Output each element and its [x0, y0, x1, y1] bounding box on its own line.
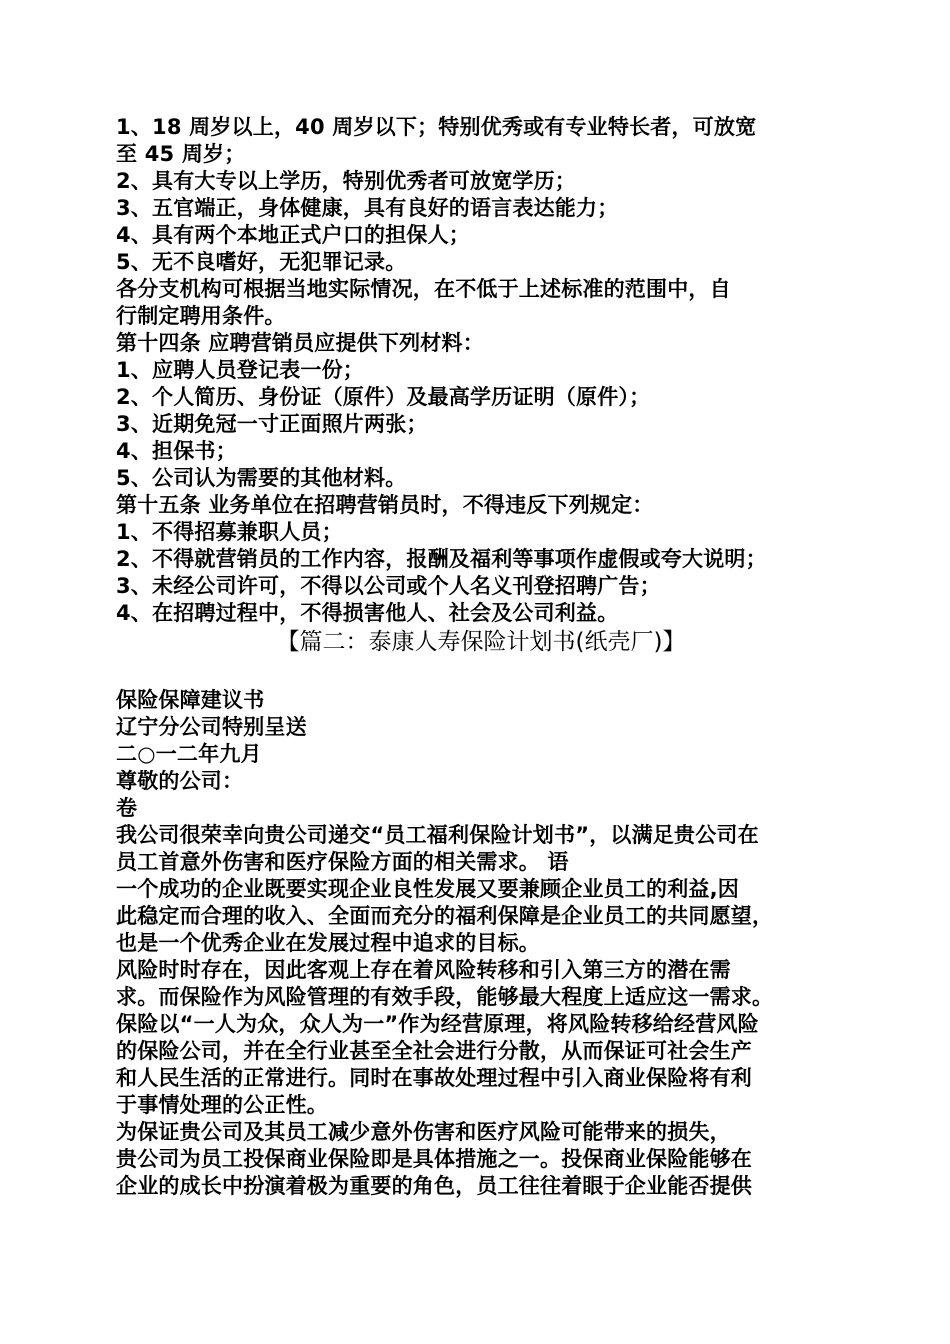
text-line: 2、不得就营销员的工作内容，报酬及福利等事项作虚假或夸大说明； — [116, 547, 767, 571]
text-line: 我公司很荣幸向贵公司递交“员工福利保险计划书”，以满足贵公司在 — [116, 823, 759, 847]
text-line: 各分支机构可根据当地实际情况，在不低于上述标准的范围中，自 — [116, 277, 731, 301]
doc-date: 二○一二年九月 — [116, 742, 262, 766]
text-line: 4、担保书； — [116, 439, 237, 463]
text-line: 和人民生活的正常进行。同时在事故处理过程中引入商业保险将有利 — [116, 1066, 752, 1090]
text-line: 至 45 周岁； — [116, 142, 246, 166]
text-line: 卷 — [116, 796, 138, 820]
text-line: 3、未经公司许可，不得以公司或个人名义刊登招聘广告； — [116, 574, 661, 598]
document-body — [116, 114, 846, 1200]
text-line: 1、不得招募兼职人员； — [116, 520, 343, 544]
article-heading: 第十五条 业务单位在招聘营销员时，不得违反下列规定： — [116, 493, 654, 517]
text-line: 3、近期免冠一寸正面照片两张； — [116, 412, 428, 436]
text-line: 贵公司为员工投保商业保险即是具体措施之一。投保商业保险能够在 — [116, 1147, 752, 1171]
text-line: 2、个人简历、身份证（原件）及最高学历证明（原件）； — [116, 385, 651, 409]
salutation: 尊敬的公司： — [116, 769, 244, 793]
doc-subtitle: 辽宁分公司特别呈送 — [116, 715, 307, 739]
text-line: 企业的成长中扮演着极为重要的角色，员工往往着眼于企业能否提供 — [116, 1174, 752, 1198]
text-line: 风险时时存在，因此客观上存在着风险转移和引入第三方的潜在需 — [116, 958, 731, 982]
text-line: 为保证贵公司及其员工减少意外伤害和医疗风险可能带来的损失， — [116, 1120, 731, 1144]
text-line: 5、无不良嗜好，无犯罪记录。 — [116, 250, 407, 274]
section-heading: 【篇二：泰康人寿保险计划书(纸壳厂)】 — [276, 629, 686, 655]
text-line: 于事情处理的公正性。 — [116, 1093, 328, 1117]
text-line: 行制定聘用条件。 — [116, 304, 286, 328]
text-line: 员工首意外伤害和医疗保险方面的相关需求。 语 — [116, 850, 569, 874]
text-line: 5、公司认为需要的其他材料。 — [116, 466, 407, 490]
text-line: 3、五官端正，身体健康，具有良好的语言表达能力； — [116, 196, 619, 220]
text-line: 1、应聘人员登记表一份； — [116, 358, 365, 382]
section-one — [116, 114, 846, 627]
section-two — [116, 687, 846, 1200]
text-line: 1、18 周岁以上，40 周岁以下；特别优秀或有专业特长者，可放宽 — [116, 115, 757, 139]
text-line: 此稳定而合理的收入、全面而充分的福利保障是企业员工的共同愿望， — [116, 904, 774, 928]
text-line: 的保险公司，并在全行业甚至全社会进行分散，从而保证可社会生产 — [116, 1039, 752, 1063]
text-line: 一个成功的企业既要实现企业良性发展又要兼顾企业员工的利益,因 — [116, 877, 739, 901]
text-line: 保险以“一人为众，众人为一”作为经营原理，将风险转移给经营风险 — [116, 1012, 759, 1036]
text-line: 求。而保险作为风险管理的有效手段，能够最大程度上适应这一需求。 — [116, 985, 774, 1009]
text-line: 4、具有两个本地正式户口的担保人； — [116, 223, 471, 247]
text-line: 4、在招聘过程中，不得损害他人、社会及公司利益。 — [116, 601, 619, 625]
doc-title: 保险保障建议书 — [116, 688, 265, 712]
text-line: 2、具有大专以上学历，特别优秀者可放宽学历； — [116, 169, 577, 193]
text-line: 也是一个优秀企业在发展过程中追求的目标。 — [116, 931, 540, 955]
article-heading: 第十四条 应聘营销员应提供下列材料： — [116, 331, 484, 355]
